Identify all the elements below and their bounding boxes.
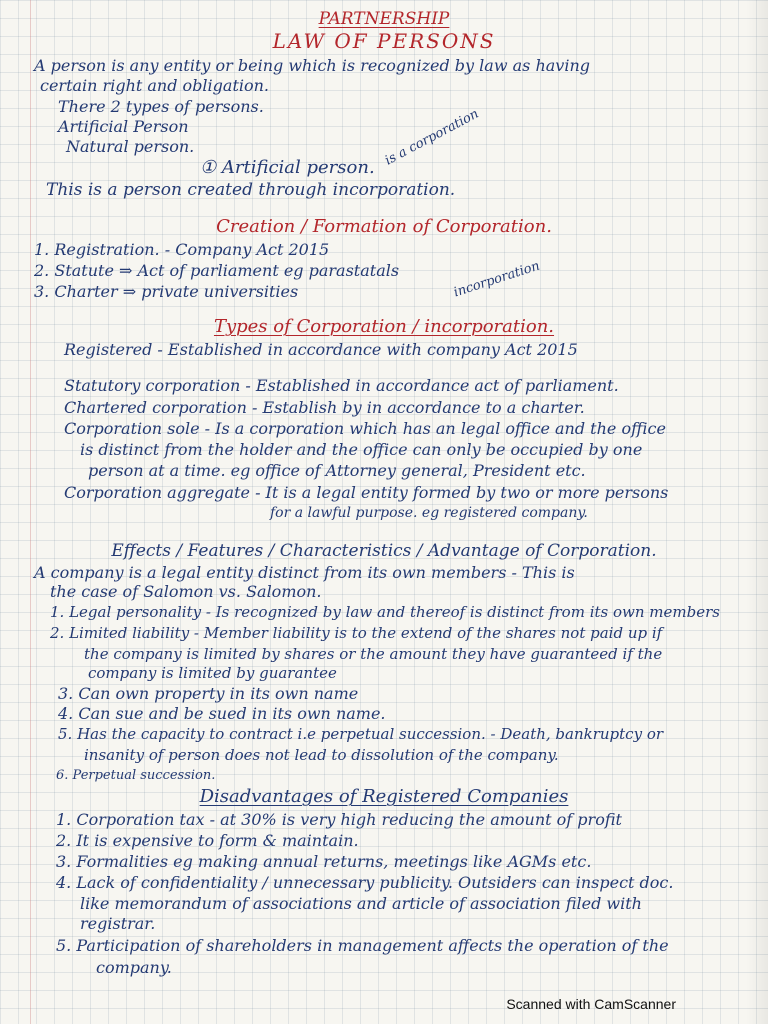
scanner-watermark: Scanned with CamScanner [506, 996, 676, 1012]
margin-line [30, 0, 31, 1024]
disadv-item-4: 4. Lack of confidentiality / unnecessary publicity. Outsiders can inspect doc. [56, 873, 674, 892]
effects-item-7: 5. Has the capacity to contract i.e perpetual succession. - Death, bankruptcy or [58, 725, 664, 743]
effects-heading: Effects / Features / Characteristics / Advantage of Corporation. [111, 541, 657, 561]
disadv-item-2: 2. It is expensive to form & maintain. [56, 831, 359, 850]
title-partnership: PARTNERSHIP [318, 9, 450, 29]
disadv-item-7: 5. Participation of shareholders in management affects the operation of the [56, 936, 669, 955]
effects-item-2: 2. Limited liability - Member liability is to the extend of the shares not paid up if [50, 624, 663, 642]
disadv-item-8: company. [96, 958, 172, 977]
creation-item-2: 2. Statute ⇒ Act of parliament eg parastatals [34, 261, 400, 280]
effects-item-8: insanity of person does not lead to dissolution of the company. [84, 746, 559, 764]
types-heading: Types of Corporation / incorporation. [213, 316, 555, 337]
artificial-heading: ① Artificial person. [200, 157, 375, 178]
types-item-1: Registered - Established in accordance with company Act 2015 [64, 340, 578, 359]
disadv-item-5: like memorandum of associations and article of association filed with [80, 894, 642, 913]
effects-item-4: company is limited by guarantee [88, 664, 337, 682]
types-item-8: for a lawful purpose. eg registered company. [270, 505, 588, 521]
types-item-2: Statutory corporation - Established in accordance act of parliament. [64, 376, 619, 395]
disadv-item-1: 1. Corporation tax - at 30% is very high reducing the amount of profit [56, 810, 622, 829]
disadvantages-heading: Disadvantages of Registered Companies [199, 786, 569, 807]
types-item-7: Corporation aggregate - It is a legal entity formed by two or more persons [64, 483, 669, 502]
intro-line-4: Artificial Person [58, 117, 189, 136]
intro-line-2: certain right and obligation. [40, 76, 270, 95]
creation-note: incorporation [451, 258, 542, 301]
effects-item-9: 6. Perpetual succession. [56, 768, 216, 783]
types-item-4: Corporation sole - Is a corporation which has an legal office and the office [64, 419, 666, 438]
types-item-6: person at a time. eg office of Attorney general, President etc. [88, 461, 586, 480]
title-law-of-persons: LAW OF PERSONS [272, 29, 496, 53]
types-item-5: is distinct from the holder and the office can only be occupied by one [80, 440, 643, 459]
effects-item-3: the company is limited by shares or the amount they have guaranteed if the [84, 645, 663, 663]
intro-line-5: Natural person. [66, 137, 195, 156]
effects-item-6: 4. Can sue and be sued in its own name. [58, 704, 386, 723]
effects-item-5: 3. Can own property in its own name [58, 684, 359, 703]
page-edge-shadow [746, 0, 768, 1024]
effects-item-1: 1. Legal personality - Is recognized by law and thereof is distinct from its own members [50, 603, 720, 621]
creation-item-1: 1. Registration. - Company Act 2015 [34, 240, 330, 259]
intro-line-1: A person is any entity or being which is recognized by law as having [34, 56, 590, 75]
effects-intro-1: A company is a legal entity distinct from its own members - This is [34, 563, 575, 582]
artificial-note: is a corporation [382, 106, 482, 169]
creation-item-3: 3. Charter ⇒ private universities [34, 282, 299, 301]
artificial-definition: This is a person created through incorporation. [46, 180, 456, 200]
types-item-3: Chartered corporation - Establish by in accordance to a charter. [64, 398, 585, 417]
creation-heading: Creation / Formation of Corporation. [216, 216, 552, 237]
disadv-item-3: 3. Formalities eg making annual returns, meetings like AGMs etc. [56, 852, 592, 871]
disadv-item-6: registrar. [80, 914, 156, 933]
intro-line-3: There 2 types of persons. [58, 97, 264, 116]
effects-intro-2: the case of Salomon vs. Salomon. [50, 582, 322, 601]
